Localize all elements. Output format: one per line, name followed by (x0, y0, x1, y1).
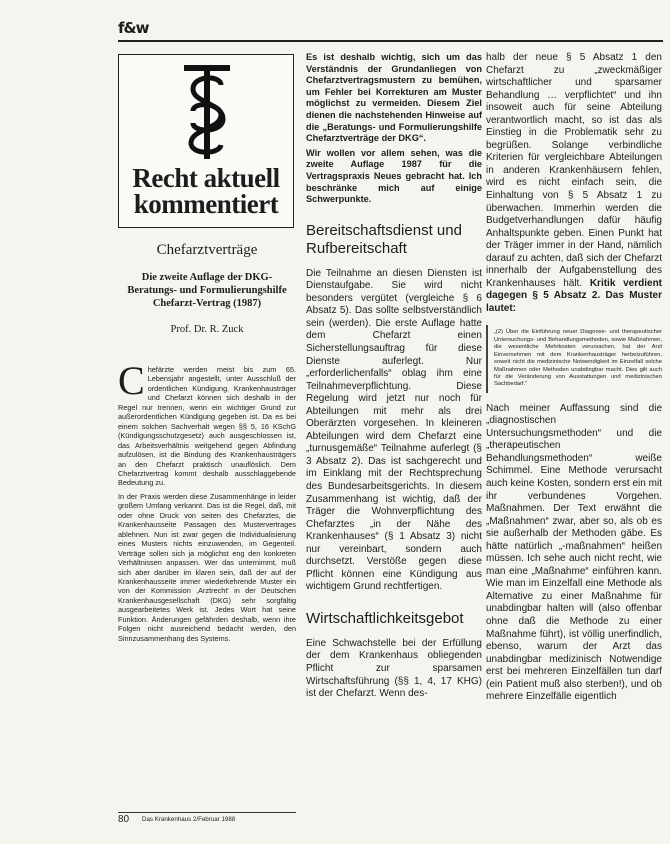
footer-journal-line: Das Krankenhaus 2/Februar 1988 (142, 816, 236, 823)
lead-paragraph: Wir wollen vor allem sehen, was die zweite Auflage 1987 für die Vertragspraxis Neues gebracht hat. Ich beschränke mich auf einige Schwerpunkte. (306, 147, 482, 205)
quote-text: „(2) Über die Einführung neuer Diagnose- und therapeutischer Untersuchungs- und Behandlungsmethoden, sowie Maßnahmen, die wesentliche Mehrkosten verursachen, hat der Arzt Einvernehmen mit dem Krankenhausträger herbeizuführen, soweit nicht die medizinische Notwendigkeit im Einzelfall solche Maßnahmen oder Methoden unabdingbar macht. Dies gilt auch für die Veränderung von Ausstattungen und medizinischen Sachbedarf.“ (494, 329, 662, 388)
intro-text: hefärzte werden meist bis zum 65. Lebensjahr angestellt, unter Ausschluß der ordentlichen Kündigung. Krankenhausträger und Chefarzt können sich deshalb in der Regel nur trennen, wenn ein wichtiger Grund zur außerordentlichen Kündigung gegeben ist. Da es bei einem solchen Sachverhalt wegen §§ 5, 16 KSchG (Kündigungsschutzgesetz) auch ausgeschlossen ist, das Arbeitsverhältnis weitgehend gegen Abfindung aufzulösen, ist die Bindung des Krankenhausträgers an den Chefarzt praktisch unauflöslich. Dem Chefarztvertrag kommt deshalb ausschlaggebende Bedeutung zu. (118, 365, 296, 488)
paragraph-section-icon (179, 63, 235, 161)
intro-paragraph (118, 358, 296, 488)
footer-rule (118, 812, 296, 813)
article-subtitle: Die zweite Auflage der DKG-Beratungs- und Formulierungshilfe Chefarzt-Vertrag (1987) (127, 272, 287, 309)
rubric-box (118, 54, 294, 228)
lead-paragraph: Es ist deshalb wichtig, sich um das Verständnis der Grundanliegen von Chefarztvertragsmustern zu bemühen, um Fehler bei Korrekturen am Muster möglichst zu vermeiden. Diesem Ziel dienen die nachstehenden Hinweise auf die „Beratungs- und Formulierungshilfe Chefarztverträge der DKG“. (306, 52, 482, 144)
paragraph (486, 52, 662, 315)
rubric-line-1: Recht aktuell (132, 163, 280, 193)
rubric-line-2: kommentiert (133, 189, 279, 219)
section-heading: Bereitschaftsdienst und Rufbereitschaft (306, 221, 462, 257)
paragraph: Eine Schwachstelle bei der Erfüllung der dem Krankenhaus obliegenden Pflicht zur sparsamen Wirtschaftsführung (§§ 1, 4, 17 KHG) ist der Chefarzt. Wenn des- (306, 637, 482, 700)
paragraph: Die Teilnahme an diesen Diensten ist Dienstaufgabe. Sie wird nicht besonders vergütet (vergleiche § 6 Absatz 5). Das sollte selbstverständlich sein (werden). Die erste Auflage hatte dem Chefarzt einen Sicherstellungsauftrag für diese Dienste auferlegt. Nur „erforderlichenfalls“ oblag ihm eine Teilnahmeverpflichtung. Diese Regelung wird jetzt nur noch für Abteilungen mit mehr als drei Oberärzten vorgesehen. In kleineren Abteilungen wird dem Chefarzt eine „turnusgemäße“ Teilnahme auferlegt (§ 3 Absatz 2). Das ist sachgerecht und im Einklang mit der Rechtsprechung des Bundesarbeitsgerichts. In diesem Zusammenhang ist wichtig, daß der Träger die Wohnverpflichtung des Chefarztes „in der Nähe des Krankenhauses“ (§ 1 Absatz 3) nicht nur vereinbart, sondern auch durchsetzt. Verstöße gegen diese Pflicht können eine Kündigung aus wichtigem Grund rechtfertigen. (306, 267, 482, 593)
rubric-title (119, 165, 293, 217)
column-1-text (118, 358, 296, 643)
section-heading: Wirtschaftlichkeitsgebot (306, 609, 464, 627)
header-rule (118, 40, 663, 42)
article-author: Prof. Dr. R. Zuck (170, 324, 244, 335)
paragraph-text: halb der neue § 5 Absatz 1 den Chefarzt zu „zweckmäßiger wirtschaftlicher und sparsamer Behandlung … verpflichtet“ und ihn insoweit auch für seine Abteilung verantwortlich macht, so ist das als Einstieg in die Problematik sehr zu begrüßen. Solange verbindliche Kriterien für vergleichbare Abteilungen in anderen Krankenhäusern fehlen, wird es nicht einfach sein, die Einhaltung von § 5 Absatz 1 zu überwachen. Immerhin werden die Budgetverhandlungen dafür häufig Anhaltspunkte geben. Einen Punkt hat der Träger immer in der Hand, nämlich darauf zu achten, daß sich der Chefarzt innerhalb der Aufgabenstellung des Krankenhauses hält. (486, 52, 662, 289)
quote-box (486, 325, 662, 392)
column-1 (118, 54, 296, 814)
paragraph: Nach meiner Auffassung sind die „diagnostischen Untersuchungsmethoden“ und die „therapeutischen Behandlungsmethoden“ weiße Schimmel. Eine Methode verursacht auch keine Kosten, sondern erst ein mit ihr verbundenes Vorgehen. Maßnahmen. Der Text erwähnt die „Maßnahmen“ zwar, aber so, als ob es sie außerhalb der Methoden gäbe. Es hätte natürlich „-maßnahmen“ heißen müssen. Ich sehe auch nicht recht, wie man eine „Maßnahme“ einführen kann. Wie man im Einzelfall eine Methode als Alternative zu einer Maßnahme für unabdingbar halten will (also offenbar ohne daß die Methode zu einer Maßnahme führt), ist völlig unerfindlich, ebenso, warum der Arzt das unabdingbar medizinisch Notwendige erst bei mehreren Einzelfällen tun darf (ein Patient muß also sterben!), und ob mehrere Einzelfälle eigentlich (486, 402, 662, 703)
column-2 (306, 52, 482, 812)
article-topic: Chefarztverträge (156, 242, 258, 258)
journal-logo: f&w (118, 19, 149, 37)
column-3 (486, 52, 662, 812)
page-number: 80 (118, 814, 130, 825)
paragraph: In der Praxis werden diese Zusammenhänge in leider großem Umfang verkannt. Das ist die Regel, daß, mit oder ohne Druck von seiten des Chefarztes, die Krankenhausseite Passagen des Mustervertrages ablehnen. Nun ist zwar gegen die Individualisierung eines Musters nichts einzuwenden, im Gegenteil. Verträge sollen sich ja möglichst eng den konkreten Verhältnissen anpassen. Wer das unternimmt, muß sich aber darüber im klaren sein, daß der auf der Krankenhausseite immer wiederkehrende Muster ein von der Kommission ,Arztrecht' in der Deutschen Krankenhausgesellschaft (DKG) sehr sorgfältig ausgearbeitetes Werk ist. Jedes Wort hat seine Funktion. Änderungen gefährden deshalb, wenn ihre Folgen nicht ausreichend bedacht werden, den Sinnzusammenhang des Systems. (118, 491, 296, 643)
drop-cap: C (118, 358, 145, 403)
paragraph-bold-text: Kritik verdient dagegen § 5 Absatz 2. Das Muster lautet: (486, 277, 662, 314)
